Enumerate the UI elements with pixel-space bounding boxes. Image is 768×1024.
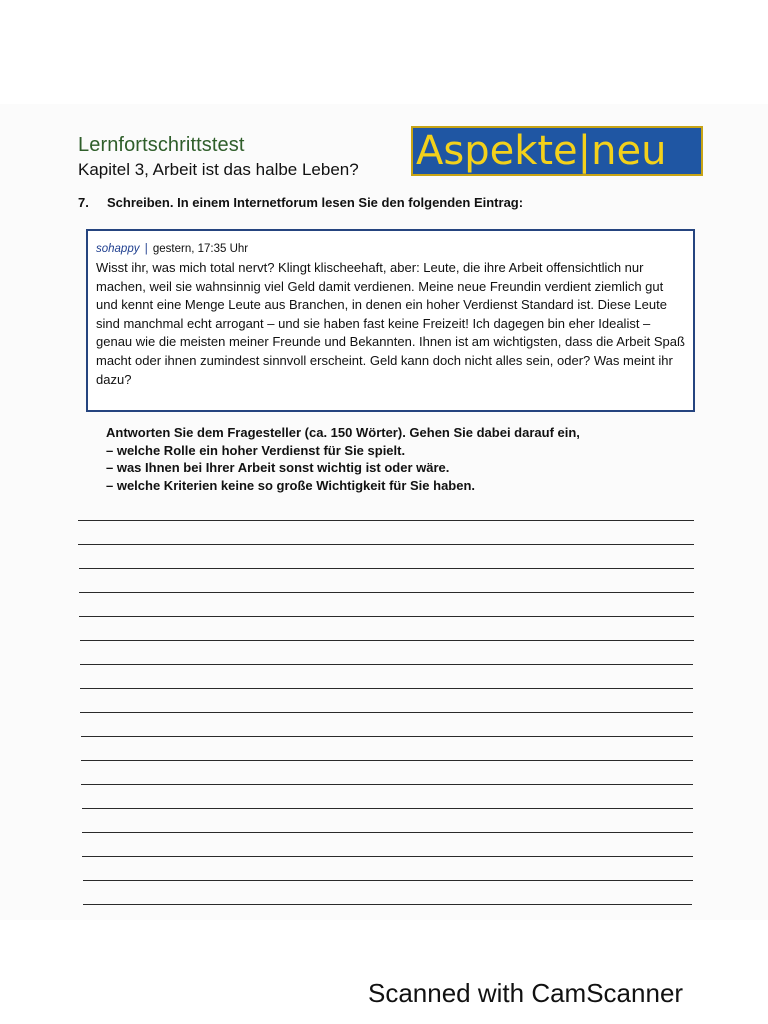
post-text: Wisst ihr, was mich total nervt? Klingt klischeehaft, aber: Leute, die ihre Arbeit offensichtlich nur machen, weil sie wahnsinnig viel Geld damit verdienen. Meine neue Freundin verdient ziemlich gut und kennt eine Menge Leute aus Branchen, in denen ein hoher Verdienst Standard ist. Diese Leute sind manchmal echt arrogant – und sie haben fast keine Freizeit! Ich dagegen bin eher Idealist – genau wie die meisten meiner Freunde und Bekannten. Ihnen ist am wichtigsten, dass die Arbeit Spaß macht oder ihnen zumindest sinnvoll erscheint. Geld kann doch nicht alles sein, oder? Was meint ihr dazu? xyxy=(96,260,685,387)
post-meta xyxy=(96,241,685,257)
writing-line[interactable] xyxy=(79,616,693,617)
writing-line[interactable] xyxy=(83,904,693,905)
writing-line[interactable] xyxy=(82,856,692,857)
writing-line[interactable] xyxy=(81,760,693,761)
logo-text: Aspekte|neu xyxy=(416,128,667,174)
task-heading xyxy=(78,195,523,210)
task-heading-text: Schreiben. In einem Internetforum lesen Sie den folgenden Eintrag: xyxy=(107,195,524,210)
writing-line[interactable] xyxy=(81,784,693,785)
writing-line[interactable] xyxy=(79,592,694,593)
writing-line[interactable] xyxy=(82,832,693,833)
writing-line[interactable] xyxy=(80,640,694,641)
worksheet-page xyxy=(0,104,768,920)
writing-instructions xyxy=(106,424,686,494)
writing-line[interactable] xyxy=(80,688,693,689)
scanner-watermark: Scanned with CamScanner xyxy=(368,978,684,1008)
writing-line[interactable] xyxy=(78,544,694,545)
post-username: sohappy xyxy=(96,243,140,255)
aspekte-neu-logo xyxy=(411,126,703,176)
writing-line[interactable] xyxy=(82,808,693,809)
writing-line[interactable] xyxy=(83,880,693,881)
page-title: Lernfortschrittstest xyxy=(78,134,245,156)
chapter-subtitle: Kapitel 3, Arbeit ist das halbe Leben? xyxy=(78,160,359,179)
writing-line[interactable] xyxy=(80,664,694,665)
post-timestamp: gestern, 17:35 Uhr xyxy=(152,243,249,255)
instruction-line: – welche Rolle ein hoher Verdienst für Sie spielt. xyxy=(106,442,406,458)
instruction-line: Antworten Sie dem Fragesteller (ca. 150 Wörter). Gehen Sie dabei darauf ein, xyxy=(106,425,580,440)
writing-line[interactable] xyxy=(78,520,694,521)
writing-line[interactable] xyxy=(79,568,694,569)
post-separator: | xyxy=(144,243,148,255)
forum-post xyxy=(86,229,695,412)
instruction-line: – welche Kriterien keine so große Wichtigkeit für Sie haben. xyxy=(106,477,476,493)
writing-line[interactable] xyxy=(80,712,693,713)
task-number: 7. xyxy=(78,195,89,210)
writing-line[interactable] xyxy=(81,736,693,737)
instruction-line: – was Ihnen bei Ihrer Arbeit sonst wichtig ist oder wäre. xyxy=(106,460,450,475)
